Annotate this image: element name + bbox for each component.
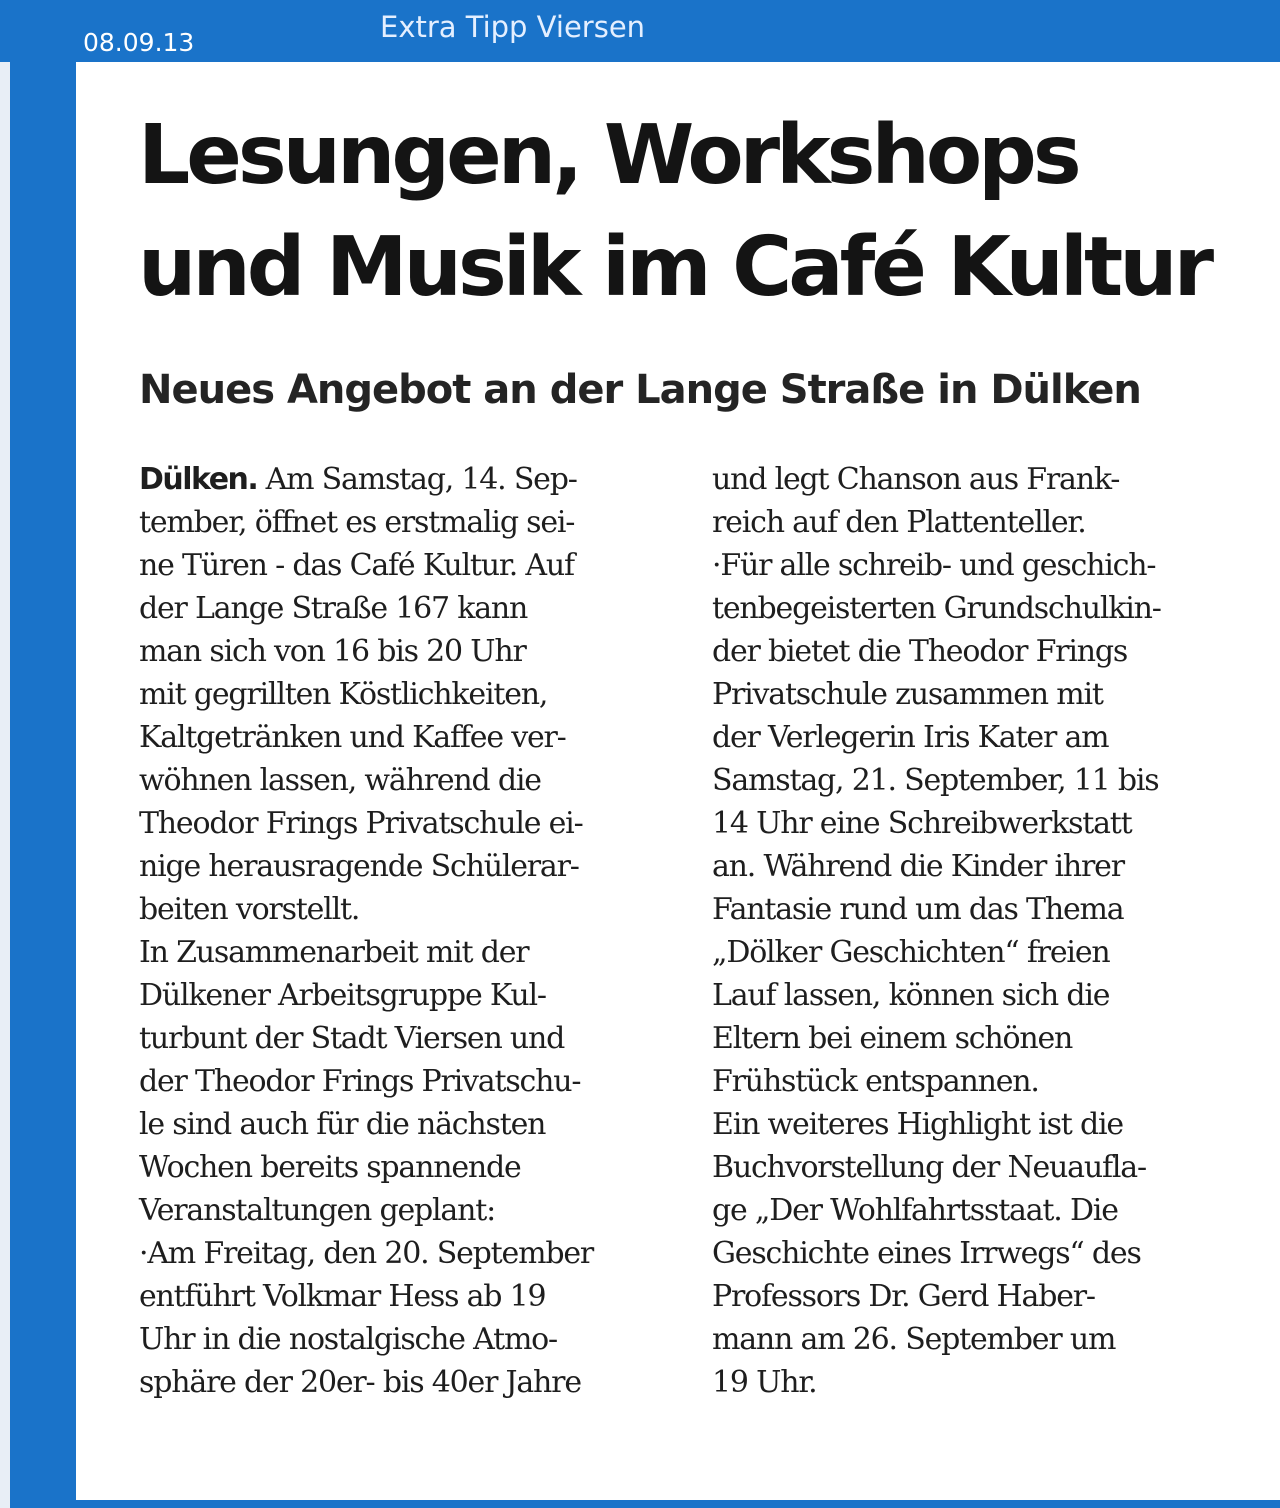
text-line: man sich von 16 bis 20 Uhr <box>139 634 526 669</box>
article-column-right <box>712 458 1257 1404</box>
text-line: In Zusammenarbeit mit der <box>139 935 529 970</box>
headline-line: und Musik im Café Kultur <box>138 220 1211 315</box>
text-line: Privatschule zusammen mit <box>712 677 1103 712</box>
text-line: der Lange Straße 167 kann <box>139 591 528 626</box>
publication-source: Extra Tipp Viersen <box>380 10 646 44</box>
text-line: „Dölker Geschichten“ freien <box>712 935 1110 970</box>
text-line: und legt Chanson aus Frank- <box>712 462 1120 497</box>
text-line: Eltern bei einem schönen <box>712 1021 1073 1056</box>
text-line: Samstag, 21. September, 11 bis <box>712 763 1159 798</box>
header-bar <box>0 0 1280 62</box>
text-line: ·Für alle schreib- und geschich- <box>712 548 1156 583</box>
text-line: tember, öffnet es erstmalig sei- <box>139 505 575 540</box>
subheadline: Neues Angebot an der Lange Straße in Dülken <box>139 367 1141 413</box>
text-line: Ein weiteres Highlight ist die <box>712 1107 1123 1142</box>
text-line <box>139 458 684 501</box>
text-line: Veranstaltungen geplant: <box>139 1193 495 1228</box>
text-line: Fantasie rund um das Thema <box>712 892 1124 927</box>
headline-line: Lesungen, Workshops <box>138 108 1078 203</box>
text-line: Geschichte eines Irrwegs“ des <box>712 1236 1141 1271</box>
left-accent-bar <box>0 62 76 1508</box>
text-line: Lauf lassen, können sich die <box>712 978 1110 1013</box>
text-line: an. Während die Kinder ihrer <box>712 849 1124 884</box>
text-line: der Theodor Frings Privatschu- <box>139 1064 581 1099</box>
text-line: Wochen bereits spannende <box>139 1150 521 1185</box>
text-line: mann am 26. September um <box>712 1322 1116 1357</box>
dateline: Dülken. <box>139 462 258 497</box>
text-line: der Verlegerin Iris Kater am <box>712 720 1109 755</box>
text-line: Buchvorstellung der Neuaufla- <box>712 1150 1146 1185</box>
text-line: mit gegrillten Köstlichkeiten, <box>139 677 548 712</box>
text-line: tenbegeisterten Grundschulkin- <box>712 591 1161 626</box>
article-column-left <box>139 458 684 1404</box>
text-line: 19 Uhr. <box>712 1365 817 1400</box>
text-line: Kaltgetränken und Kaffee ver- <box>139 720 566 755</box>
text-line: ge „Der Wohlfahrtsstaat. Die <box>712 1193 1118 1228</box>
text-line: ·Am Freitag, den 20. September <box>139 1236 594 1271</box>
text-line: ne Türen - das Café Kultur. Auf <box>139 548 574 583</box>
text-line: Professors Dr. Gerd Haber- <box>712 1279 1095 1314</box>
text-line: entführt Volkmar Hess ab 19 <box>139 1279 546 1314</box>
text-line: turbunt der Stadt Viersen und <box>139 1021 565 1056</box>
text-line: reich auf den Plattenteller. <box>712 505 1086 540</box>
text-line-content: Am Samstag, 14. Sep- <box>257 462 577 497</box>
publication-date: 08.09.13 <box>83 28 195 57</box>
text-line: nige herausragende Schülerar- <box>139 849 579 884</box>
text-line: le sind auch für die nächsten <box>139 1107 546 1142</box>
text-line: 14 Uhr eine Schreibwerkstatt <box>712 806 1132 841</box>
text-line: Theodor Frings Privatschule ei- <box>139 806 583 841</box>
text-line: Frühstück entspannen. <box>712 1064 1039 1099</box>
text-line: wöhnen lassen, während die <box>139 763 541 798</box>
text-line: Uhr in die nostalgische Atmo- <box>139 1322 557 1357</box>
bottom-accent-line <box>76 1500 1280 1508</box>
text-line: der bietet die Theodor Frings <box>712 634 1128 669</box>
text-line: beiten vorstellt. <box>139 892 360 927</box>
text-line: Dülkener Arbeitsgruppe Kul- <box>139 978 546 1013</box>
headline <box>138 100 1268 324</box>
text-line: sphäre der 20er- bis 40er Jahre <box>139 1365 581 1400</box>
